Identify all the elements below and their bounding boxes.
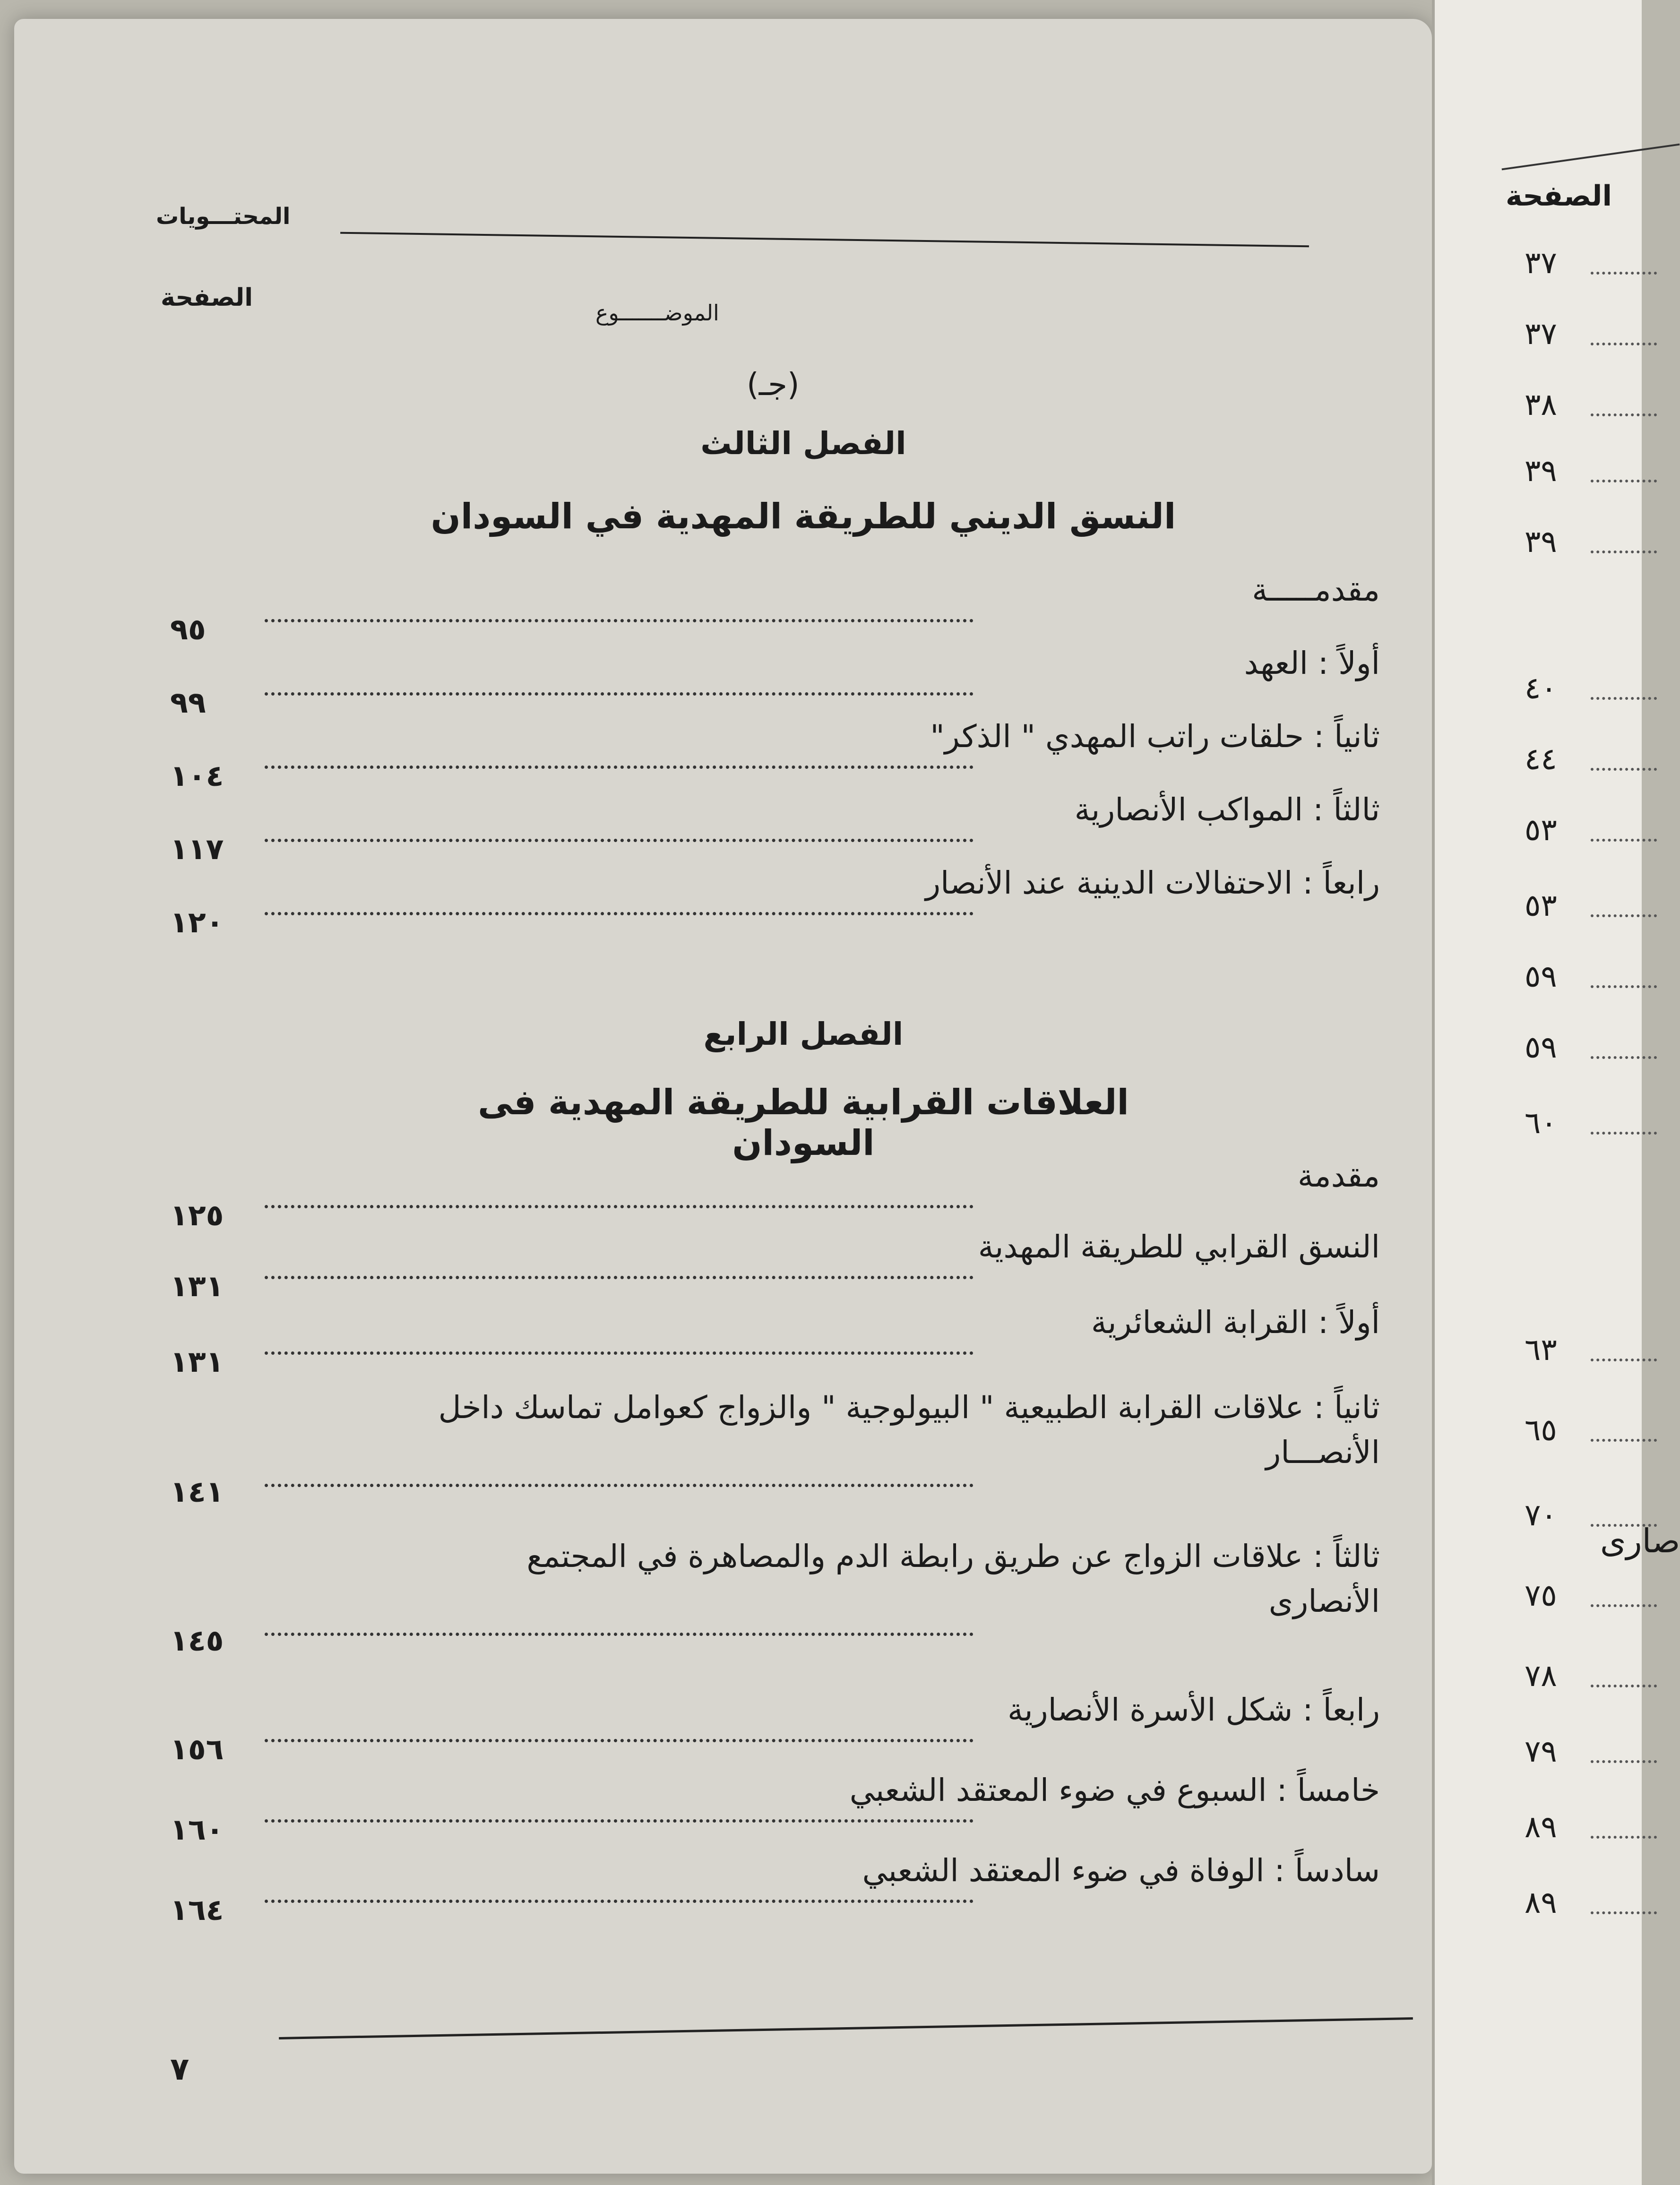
toc-entry: [170, 1158, 1380, 1232]
toc-entry-label: النسق القرابي للطريقة المهدية: [978, 1229, 1380, 1265]
facing-page-entry: [1454, 387, 1643, 430]
facing-page-rule: [1502, 144, 1680, 171]
toc-entry: [170, 1852, 1380, 1927]
toc-page-number: ١٦٤: [170, 1893, 224, 1927]
chapter3-title: الفصل الثالث: [700, 425, 906, 462]
toc-entry-label: ثانياً : علاقات القرابة الطبيعية " البيولوجية " والزواج كعوامل تماسك داخل: [438, 1389, 1380, 1426]
toc-leader-dots: [265, 1900, 974, 1903]
facing-page-entry: [1454, 813, 1643, 855]
toc-entry: [170, 1304, 1380, 1379]
facing-page-entry: [1454, 1885, 1643, 1928]
facing-page-number: ٤٠: [1525, 671, 1557, 706]
facing-page-number: ٥٣: [1525, 813, 1557, 848]
toc-entry-label: رابعاً : الاحتفالات الدينية عند الأنصار: [925, 865, 1380, 901]
toc-entry-label: أولاً : القرابة الشعائرية: [1091, 1304, 1380, 1341]
facing-page-dots: [1591, 1604, 1657, 1607]
toc-page-number: ١٥٦: [170, 1732, 224, 1766]
toc-entry-label-continued: الأنصـــار: [1266, 1434, 1380, 1471]
toc-entry: [170, 791, 1380, 866]
facing-page-dots: [1591, 768, 1657, 771]
toc-leader-dots: [265, 1739, 974, 1742]
facing-page-dots: [1591, 1439, 1657, 1442]
toc-page-number: ١١٧: [170, 832, 224, 866]
facing-page-label: الصفحة: [1506, 180, 1612, 213]
toc-entry: [170, 1389, 1380, 1512]
facing-page-number: ٥٩: [1525, 1030, 1557, 1065]
facing-page-number: ٧٠: [1525, 1498, 1557, 1533]
toc-page-number: ١٣١: [170, 1344, 224, 1379]
facing-page-number: ٤٤: [1525, 742, 1557, 777]
facing-page-fragment: صارى: [1600, 1522, 1680, 1560]
facing-page-entry: [1454, 959, 1643, 1002]
chapter4-title: الفصل الرابع: [703, 1016, 904, 1052]
toc-entry-label-continued: الأنصارى: [1268, 1583, 1380, 1619]
facing-page-entry: [1454, 1734, 1643, 1777]
section-mark: (جـ): [747, 366, 800, 403]
facing-page-number: ٣٩: [1525, 525, 1557, 559]
facing-page-entry: [1454, 742, 1643, 784]
facing-page-entry: [1454, 1578, 1643, 1621]
toc-entry-label: سادساً : الوفاة في ضوء المعتقد الشعبي: [862, 1852, 1380, 1889]
toc-entry-label: ثالثاً : علاقات الزواج عن طريق رابطة الدم والمصاهرة في المجتمع: [526, 1538, 1380, 1574]
toc-leader-dots: [265, 619, 974, 622]
facing-page-dots: [1591, 1056, 1657, 1059]
facing-page-number: ٦٣: [1525, 1333, 1557, 1368]
toc-page-number: ١٢٠: [170, 905, 224, 939]
toc-page-number: ١٤١: [170, 1474, 224, 1509]
facing-page-entry: [1454, 1810, 1643, 1852]
facing-page-number: ٣٩: [1525, 454, 1557, 489]
topic-column-label: الموضـــــــوع: [595, 300, 719, 326]
facing-page-dots: [1591, 697, 1657, 700]
toc-entry-label: خامساً : السبوع في ضوء المعتقد الشعبي: [849, 1772, 1380, 1808]
facing-page-number: ٣٧: [1525, 246, 1557, 281]
facing-page-entry: [1454, 1413, 1643, 1455]
facing-page-number: ٦٠: [1525, 1106, 1557, 1141]
facing-page-entry: [1454, 317, 1643, 359]
toc-entry-label: ثانياً : حلقات راتب المهدي " الذكر": [930, 718, 1380, 755]
toc-leader-dots: [265, 1276, 974, 1279]
toc-entry: [170, 645, 1380, 720]
facing-page-dots: [1591, 1836, 1657, 1839]
facing-page-number: ٨٩: [1525, 1885, 1557, 1920]
toc-entry: [170, 1538, 1380, 1661]
toc-page-number: ١٢٥: [170, 1198, 224, 1232]
facing-page-dots: [1591, 1132, 1657, 1135]
toc-entry: [170, 1772, 1380, 1847]
facing-page-number: ٣٧: [1525, 317, 1557, 352]
facing-page-entry: [1454, 671, 1643, 714]
chapter3-subtitle: النسق الديني للطريقة المهدية في السودان: [431, 496, 1176, 537]
toc-entry: [170, 865, 1380, 939]
toc-leader-dots: [265, 1633, 974, 1636]
toc-leader-dots: [265, 912, 974, 915]
facing-page-entry: [1454, 454, 1643, 496]
toc-page-number: ١٠٤: [170, 758, 224, 793]
facing-page-entry: [1454, 1106, 1643, 1148]
toc-leader-dots: [265, 1351, 974, 1355]
facing-page-dots: [1591, 1359, 1657, 1361]
chapter4-subtitle: العلاقات القرابية للطريقة المهدية فى السودان: [478, 1082, 1129, 1163]
toc-leader-dots: [265, 1484, 974, 1487]
toc-entry: [170, 1229, 1380, 1303]
toc-entry-label: مقدمـــــة: [1252, 572, 1380, 608]
contents-title: المحتـــويات: [156, 203, 291, 230]
facing-page-dots: [1591, 480, 1657, 482]
facing-page-dots: [1591, 914, 1657, 917]
facing-page-number: ٥٩: [1525, 959, 1557, 994]
toc-leader-dots: [265, 839, 974, 842]
facing-page-entry: [1454, 246, 1643, 288]
toc-entry-label: أولاً : العهد: [1244, 645, 1380, 681]
toc-page-number: ١٤٥: [170, 1623, 224, 1658]
page-column-label: الصفحة: [161, 284, 253, 312]
toc-entry: [170, 718, 1380, 793]
toc-leader-dots: [265, 1819, 974, 1823]
toc-entry: [170, 572, 1380, 646]
toc-entry: [170, 1692, 1380, 1766]
facing-page-number: ٧٩: [1525, 1734, 1557, 1769]
facing-page-dots: [1591, 985, 1657, 988]
toc-entry-label: مقدمة: [1297, 1158, 1380, 1194]
toc-entry-label: ثالثاً : المواكب الأنصارية: [1074, 791, 1380, 828]
toc-page-number: ١٣١: [170, 1269, 224, 1303]
toc-page-number: ٩٥: [170, 612, 206, 646]
facing-page-entry: [1454, 1333, 1643, 1375]
toc-leader-dots: [265, 1205, 974, 1208]
facing-page-dots: [1591, 551, 1657, 553]
facing-page-entry: [1454, 888, 1643, 931]
facing-page-number: ٦٥: [1525, 1413, 1557, 1448]
toc-leader-dots: [265, 692, 974, 696]
facing-page-number: ٥٣: [1525, 888, 1557, 923]
facing-page-number: ٧٥: [1525, 1578, 1557, 1613]
toc-entry-label: رابعاً : شكل الأسرة الأنصارية: [1007, 1692, 1380, 1728]
facing-page-entry: [1454, 525, 1643, 567]
facing-page-number: ٨٩: [1525, 1810, 1557, 1845]
facing-page-entry: [1454, 1030, 1643, 1073]
facing-page-dots: [1591, 343, 1657, 345]
facing-page-number: ٣٨: [1525, 387, 1557, 422]
facing-page-number: ٧٨: [1525, 1659, 1557, 1694]
toc-page-number: ١٦٠: [170, 1812, 224, 1847]
toc-leader-dots: [265, 766, 974, 769]
facing-page-dots: [1591, 1911, 1657, 1914]
facing-page-dots: [1591, 1760, 1657, 1763]
toc-page-number: ٩٩: [170, 685, 206, 720]
facing-page-entry: [1454, 1659, 1643, 1701]
facing-page-dots: [1591, 839, 1657, 842]
facing-page-dots: [1591, 272, 1657, 275]
facing-page: [1432, 0, 1680, 2185]
facing-page-dots: [1591, 1685, 1657, 1687]
facing-page-dots: [1591, 413, 1657, 416]
page-number: ٧: [170, 2051, 190, 2087]
